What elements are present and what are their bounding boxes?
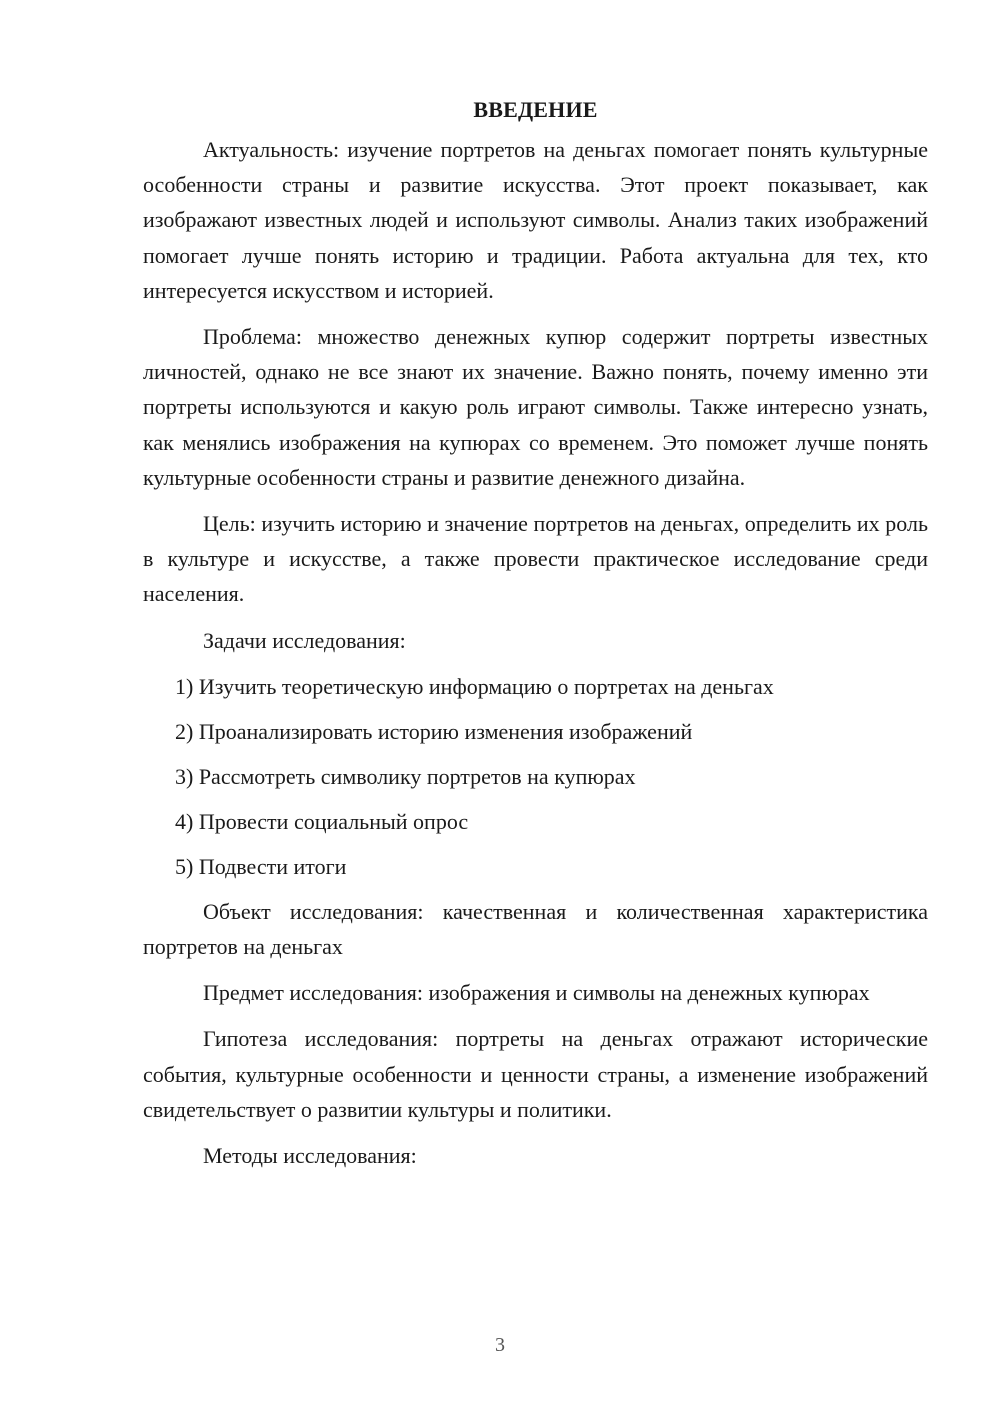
list-item: 3) Рассмотреть символику портретов на купюрах	[175, 763, 636, 789]
methods-heading: Методы исследования:	[203, 1143, 417, 1169]
paragraph-goal: Цель: изучить историю и значение портретов на деньгах, определить их роль в культуре и искусстве, а также провести практическое исследование среди населения.	[143, 511, 928, 607]
page-number: 3	[495, 1334, 505, 1356]
list-item: 1) Изучить теоретическую информацию о портретах на деньгах	[175, 673, 774, 699]
tasks-heading: Задачи исследования:	[203, 627, 406, 653]
paragraph-object: Объект исследования: качественная и количественная характеристика портретов на деньгах	[143, 898, 928, 960]
tasks-list	[143, 669, 928, 884]
list-item: 2) Проанализировать историю изменения изображений	[175, 718, 693, 744]
paragraph-relevance: Актуальность: изучение портретов на деньгах помогает понять культурные особенности страны и развитие искусства. Этот проект показывает, как изображают известных людей и используют символы. Анализ таких изображений помогает лучше понять историю и традиции. Работа актуальна для тех, кто интересуется искусством и историей.	[143, 137, 928, 303]
document-page	[143, 92, 928, 1184]
paragraph-hypothesis: Гипотеза исследования: портреты на деньгах отражают исторические события, культурные особенности и ценности страны, а изменение изображений свидетельствует о развитии культуры и политики.	[143, 1026, 928, 1122]
list-item: 4) Провести социальный опрос	[175, 808, 469, 834]
paragraph-problem: Проблема: множество денежных купюр содержит портреты известных личностей, однако не все знают их значение. Важно понять, почему именно эти портреты используются и какую роль играют символы. Также интересно узнать, как менялись изображения на купюрах со временем. Это поможет лучше понять культурные особенности страны и развитие денежного дизайна.	[143, 324, 928, 490]
paragraph-subject: Предмет исследования: изображения и символы на денежных купюрах	[203, 980, 870, 1006]
list-item: 5) Подвести итоги	[175, 853, 347, 879]
page-title: ВВЕДЕНИЕ	[473, 97, 598, 122]
